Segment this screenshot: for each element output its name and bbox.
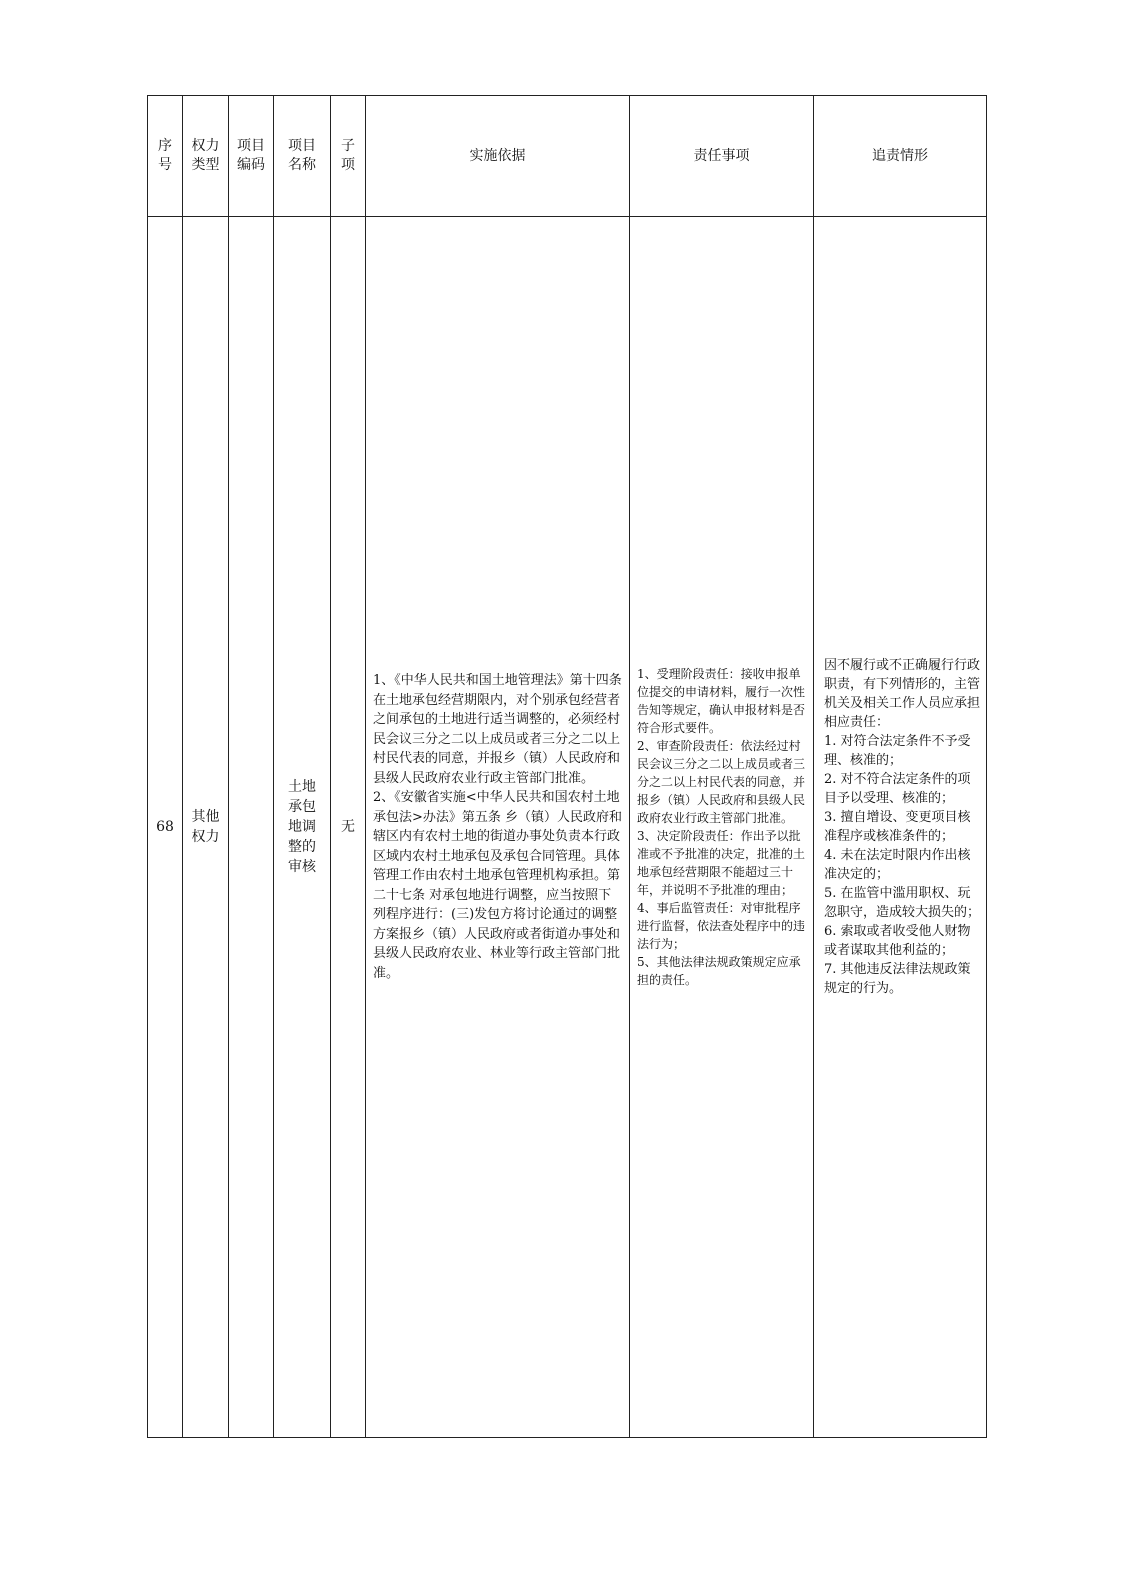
responsibility-item: 1、受理阶段责任：接收申报单位提交的申请材料，履行一次性告知等规定，确认申报材料是否符合形式要件。 (637, 667, 806, 735)
cell-seq: 68 (148, 217, 183, 1438)
header-responsibility: 责任事项 (630, 96, 814, 217)
table-header-row (148, 96, 987, 217)
table-row (148, 217, 987, 1438)
cell-sub-item: 无 (331, 217, 366, 1438)
accountability-item: 因不履行或不正确履行行政职责，有下列情形的，主管机关及相关工作人员应承担相应责任： (824, 658, 981, 730)
cell-basis (366, 217, 630, 1438)
cell-item-code (229, 217, 274, 1438)
accountability-item: 2. 对不符合法定条件的项目予以受理、核准的； (824, 772, 971, 806)
responsibility-item: 2、审查阶段责任：依法经过村民会议三分之二以上成员或者三分之二以上村民代表的同意，并报乡（镇）人民政府和县级人民政府农业行政主管部门批准。 (637, 739, 806, 825)
header-item-name: 项目名称 (274, 96, 331, 217)
basis-paragraph: 2、《安徽省实施<中华人民共和国农村土地承包法>办法》第五条 乡（镇）人民政府和辖区内有农村土地的街道办事处负责本行政区域内农村土地承包及承包合同管理。具体管理工作由农村土地承包管理机构承担。第二十七条 对承包地进行调整，应当按照下列程序进行：(三)发包方将讨论通过的调整方案报乡（镇）人民政府或者街道办事处和县级人民政府农业、林业等行政主管部门批准。 (373, 790, 623, 981)
accountability-item: 5. 在监管中滥用职权、玩忽职守，造成较大损失的； (824, 886, 981, 920)
cell-responsibility (630, 217, 814, 1438)
cell-accountability (814, 217, 987, 1438)
accountability-item: 4. 未在法定时限内作出核准决定的； (824, 848, 971, 882)
responsibility-text-block (630, 665, 813, 989)
header-sub-item: 子项 (331, 96, 366, 217)
accountability-text-block (814, 656, 986, 998)
accountability-item: 1. 对符合法定条件不予受理、核准的； (824, 734, 971, 768)
header-accountability: 追责情形 (814, 96, 987, 217)
basis-text-block (366, 671, 629, 983)
accountability-item: 3. 擅自增设、变更项目核准程序或核准条件的； (824, 810, 971, 844)
header-seq: 序号 (148, 96, 183, 217)
responsibility-item: 5、其他法律法规政策规定应承担的责任。 (637, 955, 801, 987)
header-item-code: 项目编码 (229, 96, 274, 217)
power-list-table (147, 95, 987, 1438)
header-power-type: 权力类型 (183, 96, 229, 217)
accountability-item: 7. 其他违反法律法规政策规定的行为。 (824, 962, 971, 996)
accountability-item: 6. 索取或者收受他人财物或者谋取其他利益的； (824, 924, 971, 958)
responsibility-item: 3、决定阶段责任：作出予以批准或不予批准的决定，批准的土地承包经营期限不能超过三十年，并说明不予批准的理由； (637, 829, 806, 897)
cell-item-name: 土地承包地调整的审核 (274, 217, 331, 1438)
cell-power-type: 其他权力 (183, 217, 229, 1438)
responsibility-item: 4、事后监管责任：对审批程序进行监督，依法查处程序中的违法行为； (637, 901, 806, 951)
header-basis: 实施依据 (366, 96, 630, 217)
basis-paragraph: 1、《中华人民共和国土地管理法》第十四条 在土地承包经营期限内，对个别承包经营者之间承包的土地进行适当调整的，必须经村民会议三分之二以上成员或者三分之二以上村民代表的同意，并报乡（镇）人民政府和县级人民政府农业行政主管部门批准。 (373, 673, 622, 786)
